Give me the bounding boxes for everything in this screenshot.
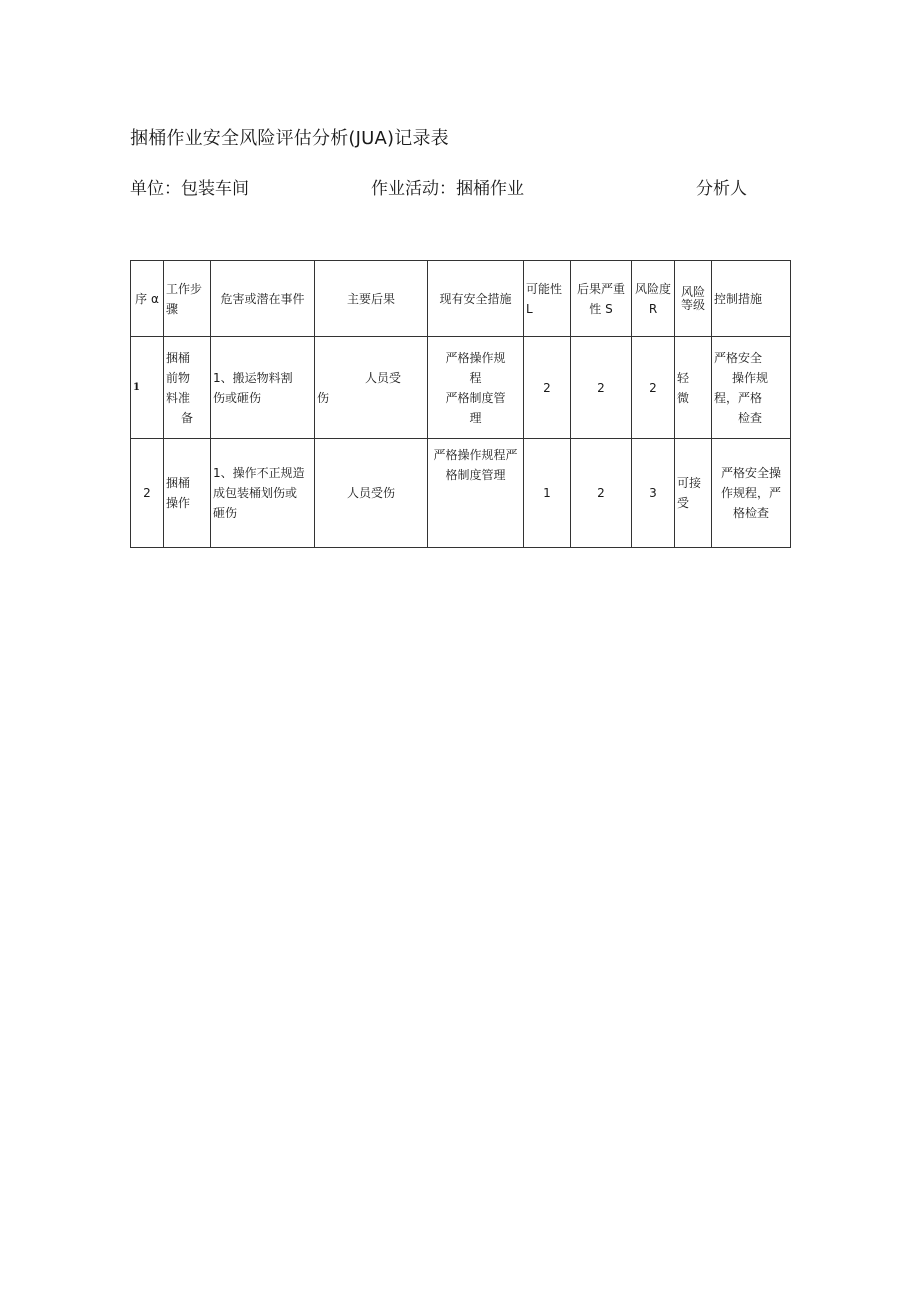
unit-label: 单位：包装车间	[130, 179, 249, 199]
col-header-level: 风险等级	[675, 261, 712, 337]
row-measures: 严格操作规程严 格制度管理	[428, 439, 524, 548]
row-consequence: 人员受 伤	[315, 337, 428, 439]
row-risk: 2	[632, 337, 675, 439]
row-seq: 1	[131, 337, 164, 439]
col-header-risk: 风险度R	[632, 261, 675, 337]
row-control: 严格安全 操作规 程，严格 检查	[712, 337, 791, 439]
table-header-row	[131, 261, 791, 337]
row-hazard: 1、操作不正规造 成包装桶划伤或 砸伤	[211, 439, 315, 548]
col-header-severity: 后果严重性 S	[571, 261, 632, 337]
row-seq: 2	[131, 439, 164, 548]
row-measures: 严格操作规 程 严格制度管 理	[428, 337, 524, 439]
row-step: 捆桶 前物 料准 备	[164, 337, 211, 439]
row-severity: 2	[571, 439, 632, 548]
row-level: 可接 受	[675, 439, 712, 548]
row-likelihood: 1	[524, 439, 571, 548]
analyst-label: 分析人	[696, 179, 747, 199]
row-severity: 2	[571, 337, 632, 439]
col-header-measures: 现有安全措施	[428, 261, 524, 337]
col-header-likelihood: 可能性L	[524, 261, 571, 337]
row-hazard: 1、搬运物料割 伤或砸伤	[211, 337, 315, 439]
row-likelihood: 2	[524, 337, 571, 439]
row-step: 捆桶 操作	[164, 439, 211, 548]
document-title: 捆桶作业安全风险评估分析(JUA)记录表	[130, 128, 449, 149]
table-row	[131, 337, 791, 439]
activity-label: 作业活动：捆桶作业	[371, 179, 524, 199]
col-header-consequence: 主要后果	[315, 261, 428, 337]
table-row	[131, 439, 791, 548]
row-risk: 3	[632, 439, 675, 548]
col-header-seq: 序 α	[131, 261, 164, 337]
col-header-step: 工作步骤	[164, 261, 211, 337]
row-consequence: 人员受伤	[315, 439, 428, 548]
row-level: 轻 微	[675, 337, 712, 439]
risk-table	[130, 260, 791, 548]
col-header-control: 控制措施	[712, 261, 791, 337]
row-control: 严格安全操 作规程，严 格检查	[712, 439, 791, 548]
col-header-hazard: 危害或潜在事件	[211, 261, 315, 337]
